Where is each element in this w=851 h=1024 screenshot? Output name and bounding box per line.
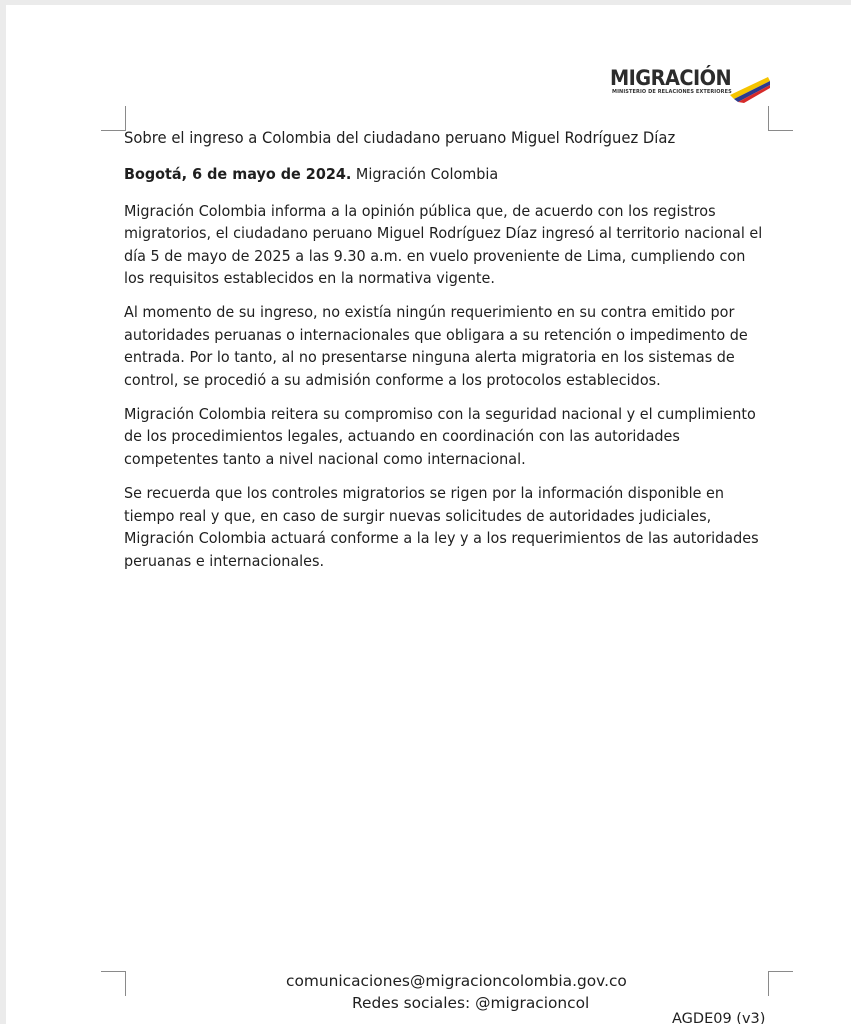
footer-social: Redes sociales: @migracioncol [352,994,590,1012]
document-code: AGDE09 (v3) [672,1011,766,1024]
dateline-source: Migración Colombia [351,165,499,184]
migracion-logo [610,65,770,105]
flag-stripes-icon [728,73,770,103]
crop-mark-bottom-left [101,971,126,996]
crop-mark-top-left [101,106,126,131]
dateline [124,163,764,185]
footer-email[interactable]: comunicaciones@migracioncolombia.gov.co [286,972,627,990]
paragraph-2: Al momento de su ingreso, no existía ningún requerimiento en su contra emitido por autoridades peruanas o internacionales que obligara a su retención o impedimento de entrada. Por lo tanto, al no presentarse ninguna alerta migratoria en los sistemas de control, se procedió a su admisión conforme a los protocolos establecidos. [124,303,748,389]
document-title: Sobre el ingreso a Colombia del ciudadano peruano Miguel Rodríguez Díaz [124,128,676,147]
logo-subtitle: MINISTERIO DE RELACIONES EXTERIORES [612,89,732,95]
document-page [6,5,851,1024]
paragraph-1: Migración Colombia informa a la opinión pública que, de acuerdo con los registros migratorios, el ciudadano peruano Miguel Rodríguez Díaz ingresó al territorio nacional el día 5 de mayo de 2025 a las 9.30 a.m. en vuelo proveniente de Lima, cumpliendo con los requisitos establecidos en la normativa vigente. [124,201,763,288]
paragraph-4: Se recuerda que los controles migratorios se rigen por la información disponible en tiempo real y que, en caso de surgir nuevas solicitudes de autoridades judiciales, Migración Colombia actuará conforme a la ley y a los requerimientos de las autoridades peruanas e internacionales. [124,484,759,570]
dateline-place-date: Bogotá, 6 de mayo de 2024. [124,165,352,184]
press-release-body [124,127,764,584]
paragraph-3: Migración Colombia reitera su compromiso con la seguridad nacional y el cumplimiento de los procedimientos legales, actuando en coordinación con las autoridades competentes tanto a nivel nacional como internacional. [124,405,756,468]
crop-mark-top-right [768,106,793,131]
crop-mark-bottom-right [768,971,793,996]
logo-wordmark: MIGRACIÓN [610,66,732,90]
